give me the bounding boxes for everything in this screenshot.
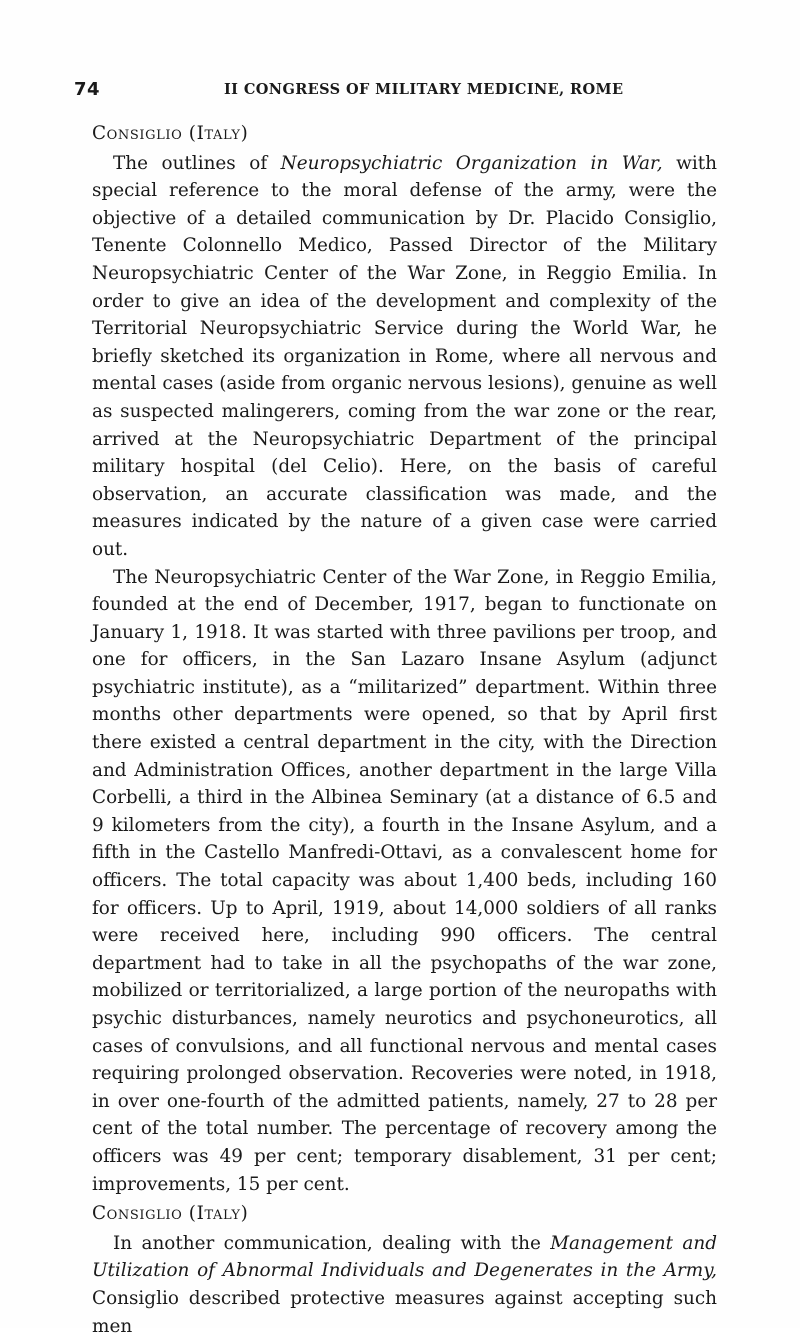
paragraph: The Neuropsychiatric Center of the War Zone, in Reggio Emilia, founded at the end of December, 1917, began to functionate on January 1, 1918. It was started with three pavilions per troop, and one for officers, in the San Lazaro Insane Asylum (adjunct psychiatric institute), as a “militarized” department. Within three months other departments were opened, so that by April first there existed a central department in the city, with the Direction and Administration Offices, another department in the large Villa Corbelli, a third in the Albinea Seminary (at a distance of 6.5 and 9 kilometers from the city), a fourth in the Insane Asylum, and a fifth in the Castello Manfredi-Ottavi, as a convalescent home for officers. The total capacity was about 1,400 beds, including 160 for officers. Up to April, 1919, about 14,000 soldiers of all ranks were received here, including 990 officers. The central department had to take in all the psychopaths of the war zone, mobilized or territorialized, a large portion of the neuropaths with psychic disturbances, namely neurotics and psychoneurotics, all cases of convulsions, and all functional nervous and mental cases requiring prolonged observation. Recoveries were noted, in 1918, in over one-fourth of the admitted patients, namely, 27 to 28 per cent of the total number. The percentage of recovery among the officers was 49 per cent; temporary disablement, 31 per cent; improvements, 15 per cent. xyxy=(92,566,717,1195)
running-header xyxy=(74,78,724,102)
paragraph xyxy=(92,1230,717,1340)
communication-title: Neuropsychiatric Organization in War, xyxy=(280,152,663,174)
body-text xyxy=(92,120,717,1340)
paragraph-text: The outlines of xyxy=(113,152,281,174)
communication-title: Management and Utilization of Abnormal Individuals and Degenerates in the Army, xyxy=(92,1232,717,1282)
running-title: II CONGRESS OF MILITARY MEDICINE, ROME xyxy=(224,81,624,98)
paragraph-text: In another communication, dealing with the xyxy=(113,1232,551,1254)
paragraph-text: Consiglio described protective measures against accepting such men xyxy=(92,1287,717,1337)
paragraph-text: with special reference to the moral defense of the army, were the objective of a detailed communication by Dr. Placido Consiglio, Tenente Colonnello Medico, Passed Director of the Military Neuropsychiatric Center of the War Zone, in Reggio Emilia. In order to give an idea of the development and complexity of the Territorial Neuropsychiatric Service during the World War, he briefly sketched its organization in Rome, where all nervous and mental cases (aside from organic nervous lesions), genuine as well as suspected malingerers, coming from the war zone or the rear, arrived at the Neuropsychiatric Department of the principal military hospital (del Celio). Here, on the basis of careful observation, an accurate classification was made, and the measures indicated by the nature of a given case were carried out. xyxy=(92,152,717,560)
section-heading: Consiglio (Italy) xyxy=(92,1203,249,1225)
page-number: 74 xyxy=(74,79,101,100)
section-heading: Consiglio (Italy) xyxy=(92,123,249,144)
paragraph xyxy=(92,150,717,564)
